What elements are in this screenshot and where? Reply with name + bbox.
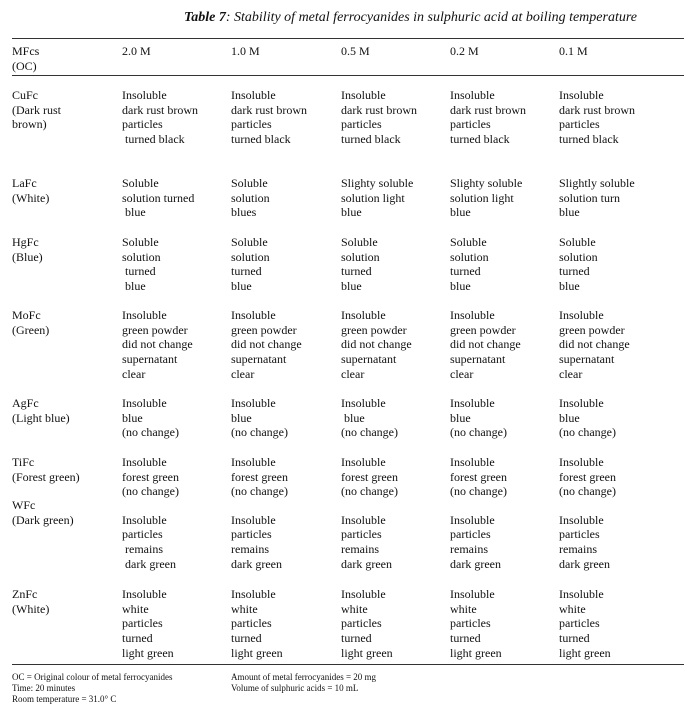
cell-line: blue	[122, 279, 146, 294]
cell-line: (White)	[12, 601, 50, 616]
cell-line: Insoluble	[341, 396, 386, 410]
table-cell	[122, 587, 174, 661]
cell-line	[559, 498, 610, 513]
cell-line: solution light	[450, 190, 514, 205]
cell-line: (White)	[12, 190, 50, 205]
cell-line: did not change	[122, 337, 193, 352]
cell-line: forest green	[231, 469, 288, 484]
cell-line: Insoluble	[559, 396, 604, 410]
cell-line: Soluble	[231, 176, 268, 190]
cell-line: turned black	[450, 132, 510, 147]
cell-line: Insoluble	[122, 88, 167, 102]
cell-line: remains	[559, 542, 597, 557]
cell-line: blue	[341, 279, 362, 294]
header-concentration: 0.5 M	[341, 44, 370, 58]
table-cell	[122, 455, 179, 499]
table-cell	[559, 587, 611, 661]
cell-line: (no change)	[450, 484, 507, 499]
cell-line: AgFc	[12, 396, 39, 410]
cell-line: Insoluble	[450, 587, 495, 601]
cell-line: turned	[559, 631, 590, 646]
cell-line: Insoluble	[341, 455, 386, 469]
cell-line: (no change)	[122, 425, 179, 440]
cell-line: light green	[122, 645, 174, 660]
cell-line: Volume of sulphuric acids = 10 mL	[231, 683, 359, 693]
cell-line: dark rust brown	[450, 102, 526, 117]
cell-line: turned	[341, 631, 372, 646]
cell-line: remains	[341, 542, 379, 557]
table-cell	[231, 498, 282, 572]
cell-line: Insoluble	[231, 396, 276, 410]
table-cell	[341, 455, 398, 499]
table-cell	[450, 235, 489, 294]
cell-line: turned	[450, 631, 481, 646]
cell-line: did not change	[341, 337, 412, 352]
cell-line: (no change)	[559, 425, 616, 440]
cell-line: particles	[450, 616, 491, 631]
header-concentration: 2.0 M	[122, 44, 151, 58]
cell-line: supernatant	[559, 352, 615, 367]
table-cell	[122, 498, 176, 572]
cell-line: forest green	[450, 469, 507, 484]
cell-line	[231, 498, 282, 513]
cell-line: Insoluble	[122, 308, 167, 322]
cell-line: Insoluble	[341, 512, 386, 527]
cell-line: (no change)	[559, 484, 616, 499]
cell-line: white	[341, 601, 368, 616]
cell-line: (OC)	[12, 58, 37, 73]
cell-line: particles	[231, 527, 272, 542]
table-cell	[341, 498, 392, 572]
table-cell	[559, 176, 635, 220]
cell-line: dark rust brown	[122, 102, 198, 117]
cell-line: dark rust brown	[341, 102, 417, 117]
row-compound	[12, 176, 49, 205]
cell-line: blue	[559, 410, 580, 425]
cell-line: light green	[341, 645, 393, 660]
cell-line: particles	[122, 527, 163, 542]
cell-line: light green	[450, 645, 502, 660]
cell-line: turned	[231, 631, 262, 646]
table-cell	[231, 587, 283, 661]
cell-line: turned	[341, 264, 372, 279]
footnotes-right	[231, 672, 376, 694]
cell-line: solution	[122, 249, 161, 264]
cell-line: Insoluble	[450, 308, 495, 322]
header-concentration: 1.0 M	[231, 44, 260, 58]
cell-line	[450, 498, 501, 513]
cell-line: supernatant	[341, 352, 397, 367]
cell-line: turned black	[122, 132, 185, 147]
table-cell	[231, 455, 288, 499]
cell-line: Insoluble	[231, 587, 276, 601]
cell-line: did not change	[450, 337, 521, 352]
cell-line: Insoluble	[559, 88, 604, 102]
table-cell	[450, 308, 521, 382]
cell-line: CuFc	[12, 88, 39, 102]
cell-line: particles	[559, 616, 600, 631]
cell-line: (Green)	[12, 322, 50, 337]
cell-line: particles	[341, 616, 382, 631]
cell-line: Insoluble	[122, 512, 167, 527]
cell-line: (no change)	[122, 484, 179, 499]
cell-line: Insoluble	[122, 455, 167, 469]
cell-line: Amount of metal ferrocyanides = 20 mg	[231, 672, 377, 682]
cell-line: Insoluble	[231, 512, 276, 527]
table-cell	[559, 308, 630, 382]
row-compound	[12, 235, 43, 264]
cell-line: turned black	[231, 132, 291, 147]
cell-line: Insoluble	[559, 308, 604, 322]
row-compound	[12, 455, 80, 484]
header-rule	[12, 75, 684, 76]
table-cell	[341, 88, 417, 147]
cell-line: light green	[559, 645, 611, 660]
table-cell	[122, 308, 193, 382]
cell-line: clear	[231, 366, 255, 381]
table-label: Table 7	[183, 10, 226, 25]
table-caption: : Stability of metal ferrocyanides in sulphuric acid at boiling temperature	[225, 10, 637, 25]
cell-line: green powder	[559, 322, 625, 337]
cell-line: green powder	[341, 322, 407, 337]
cell-line: white	[559, 601, 586, 616]
table-cell	[231, 396, 288, 440]
table-title	[0, 10, 696, 26]
table-cell	[559, 235, 598, 294]
cell-line: Insoluble	[450, 455, 495, 469]
cell-line: (no change)	[450, 425, 507, 440]
cell-line: Insoluble	[122, 587, 167, 601]
cell-line: blue	[122, 205, 146, 220]
cell-line: (no change)	[231, 484, 288, 499]
cell-line: Slighty soluble	[341, 176, 414, 190]
table-cell	[231, 308, 302, 382]
cell-line: (Dark green)	[12, 512, 74, 527]
cell-line: Insoluble	[341, 88, 386, 102]
table-cell	[450, 396, 507, 440]
row-compound	[12, 587, 49, 616]
cell-line: blue	[231, 279, 252, 294]
cell-line: turned black	[341, 132, 401, 147]
cell-line: remains	[231, 542, 269, 557]
cell-line: blue	[450, 410, 471, 425]
cell-line: Insoluble	[450, 88, 495, 102]
cell-line: Soluble	[559, 235, 596, 249]
cell-line: white	[231, 601, 258, 616]
cell-line: Slightly soluble	[559, 176, 635, 190]
cell-line: solution turned	[122, 190, 195, 205]
cell-line: Insoluble	[559, 455, 604, 469]
cell-line: particles	[341, 117, 382, 132]
cell-line: dark green	[341, 556, 392, 571]
cell-line: Time: 20 minutes	[12, 683, 76, 693]
cell-line: particles	[559, 117, 600, 132]
cell-line: green powder	[231, 322, 297, 337]
cell-line: OC = Original colour of metal ferrocyanides	[12, 672, 173, 682]
cell-line: solution turn	[559, 190, 621, 205]
cell-line: brown)	[12, 117, 47, 132]
cell-line: Slighty soluble	[450, 176, 523, 190]
cell-line: green powder	[450, 322, 516, 337]
cell-line: Insoluble	[341, 587, 386, 601]
cell-line: Soluble	[450, 235, 487, 249]
table-cell	[341, 235, 380, 294]
cell-line: dark green	[231, 556, 282, 571]
cell-line: Soluble	[341, 235, 378, 249]
table-cell	[450, 587, 502, 661]
cell-line: supernatant	[122, 352, 178, 367]
cell-line: did not change	[559, 337, 630, 352]
header-mfcs	[12, 44, 39, 73]
cell-line: Room temperature = 31.0° C	[12, 694, 117, 704]
cell-line: turned black	[559, 132, 619, 147]
cell-line: green powder	[122, 322, 188, 337]
table-cell	[231, 88, 307, 147]
cell-line: (Forest green)	[12, 469, 80, 484]
cell-line: turned	[122, 631, 153, 646]
table-cell	[450, 88, 526, 147]
table-cell	[231, 235, 270, 294]
table-cell	[559, 396, 616, 440]
cell-line: did not change	[231, 337, 302, 352]
cell-line: particles	[231, 117, 272, 132]
cell-line: turned	[231, 264, 262, 279]
cell-line: solution light	[341, 190, 405, 205]
cell-line: MoFc	[12, 308, 41, 322]
table-cell	[559, 455, 616, 499]
cell-line: turned	[122, 264, 156, 279]
cell-line: dark green	[122, 556, 176, 571]
cell-line: LaFc	[12, 176, 37, 190]
footnotes-left	[12, 672, 173, 705]
cell-line: particles	[341, 527, 382, 542]
table-cell	[122, 176, 194, 220]
cell-line: WFc	[12, 498, 36, 512]
cell-line: MFcs	[12, 44, 40, 58]
table-cell	[559, 498, 610, 572]
cell-line: dark rust brown	[231, 102, 307, 117]
cell-line: blue	[450, 279, 471, 294]
table-cell	[341, 396, 398, 440]
row-compound	[12, 396, 70, 425]
cell-line: ZnFc	[12, 587, 38, 601]
cell-line: supernatant	[450, 352, 506, 367]
cell-line: dark green	[559, 556, 610, 571]
cell-line: blue	[231, 410, 252, 425]
cell-line: clear	[341, 366, 365, 381]
cell-line: forest green	[341, 469, 398, 484]
cell-line	[341, 498, 392, 513]
table-cell	[450, 455, 507, 499]
cell-line: particles	[122, 117, 163, 132]
cell-line: dark green	[450, 556, 501, 571]
cell-line: Insoluble	[231, 308, 276, 322]
cell-line: particles	[122, 616, 163, 631]
cell-line: TiFc	[12, 455, 35, 469]
cell-line: HgFc	[12, 235, 39, 249]
cell-line: forest green	[559, 469, 616, 484]
cell-line: Insoluble	[450, 512, 495, 527]
cell-line: clear	[559, 366, 583, 381]
cell-line: dark rust brown	[559, 102, 635, 117]
row-compound	[12, 308, 49, 337]
cell-line: blue	[341, 205, 362, 220]
table-cell	[559, 88, 635, 147]
cell-line: blue	[450, 205, 471, 220]
cell-line: blue	[122, 410, 143, 425]
cell-line: (no change)	[341, 425, 398, 440]
cell-line: white	[450, 601, 477, 616]
cell-line: particles	[231, 616, 272, 631]
table-cell	[341, 587, 393, 661]
cell-line: Insoluble	[341, 308, 386, 322]
cell-line: remains	[450, 542, 488, 557]
cell-line: blue	[559, 279, 580, 294]
cell-line: clear	[122, 366, 146, 381]
header-concentration: 0.1 M	[559, 44, 588, 58]
cell-line: clear	[450, 366, 474, 381]
cell-line: solution	[559, 249, 598, 264]
cell-line: Insoluble	[450, 396, 495, 410]
cell-line: turned	[559, 264, 590, 279]
table-cell	[450, 498, 501, 572]
cell-line: light green	[231, 645, 283, 660]
cell-line: turned	[450, 264, 481, 279]
cell-line: solution	[450, 249, 489, 264]
cell-line: Soluble	[122, 176, 159, 190]
cell-line: Insoluble	[122, 396, 167, 410]
cell-line: Insoluble	[231, 455, 276, 469]
cell-line: Insoluble	[231, 88, 276, 102]
cell-line: blue	[559, 205, 580, 220]
cell-line: particles	[450, 117, 491, 132]
cell-line: Insoluble	[559, 512, 604, 527]
cell-line: white	[122, 601, 149, 616]
header-concentration: 0.2 M	[450, 44, 479, 58]
table-cell	[122, 396, 179, 440]
cell-line: (no change)	[231, 425, 288, 440]
cell-line: (no change)	[341, 484, 398, 499]
table-cell	[341, 308, 412, 382]
cell-line: solution	[231, 249, 270, 264]
top-rule	[12, 38, 684, 39]
cell-line: Soluble	[231, 235, 268, 249]
cell-line: Soluble	[122, 235, 159, 249]
cell-line: supernatant	[231, 352, 287, 367]
cell-line: particles	[450, 527, 491, 542]
cell-line: forest green	[122, 469, 179, 484]
cell-line: blue	[341, 410, 365, 425]
cell-line	[122, 498, 176, 513]
cell-line: particles	[559, 527, 600, 542]
cell-line: (Dark rust	[12, 102, 61, 117]
cell-line: remains	[122, 542, 163, 557]
cell-line: blues	[231, 205, 257, 220]
row-compound	[12, 88, 61, 132]
row-compound	[12, 498, 74, 527]
cell-line: solution	[231, 190, 270, 205]
cell-line: Insoluble	[559, 587, 604, 601]
table-cell	[122, 88, 198, 147]
table-cell	[122, 235, 161, 294]
table-cell	[341, 176, 413, 220]
cell-line: (Blue)	[12, 249, 43, 264]
bottom-rule	[12, 664, 684, 665]
table-cell	[450, 176, 522, 220]
cell-line: solution	[341, 249, 380, 264]
table-cell	[231, 176, 270, 220]
cell-line: (Light blue)	[12, 410, 70, 425]
